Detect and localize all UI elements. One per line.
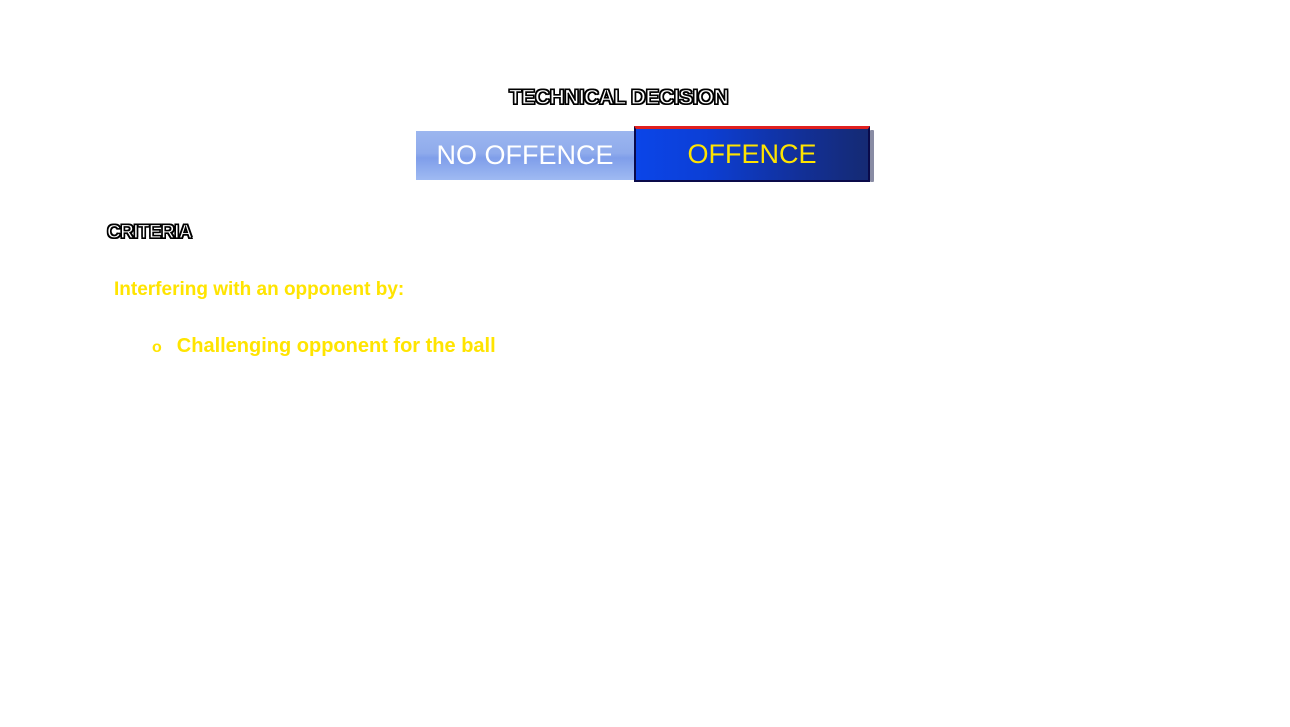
decision-option-no-offence-label: NO OFFENCE xyxy=(436,140,614,170)
criteria-list xyxy=(152,335,496,368)
decision-option-no-offence[interactable] xyxy=(416,131,634,180)
technical-decision-toggle[interactable] xyxy=(416,131,870,180)
bullet-icon: o xyxy=(152,339,162,356)
page-title: TECHNICAL DECISION xyxy=(509,86,729,109)
decision-option-offence[interactable] xyxy=(634,126,870,182)
criteria-intro-text: Interfering with an opponent by: xyxy=(114,279,405,300)
decision-option-offence-label: OFFENCE xyxy=(687,139,817,169)
criteria-heading: CRITERIA xyxy=(107,222,192,243)
list-item xyxy=(152,335,496,358)
list-item-label: Challenging opponent for the ball xyxy=(176,335,496,357)
decision-option-offence-shadow xyxy=(870,130,874,182)
